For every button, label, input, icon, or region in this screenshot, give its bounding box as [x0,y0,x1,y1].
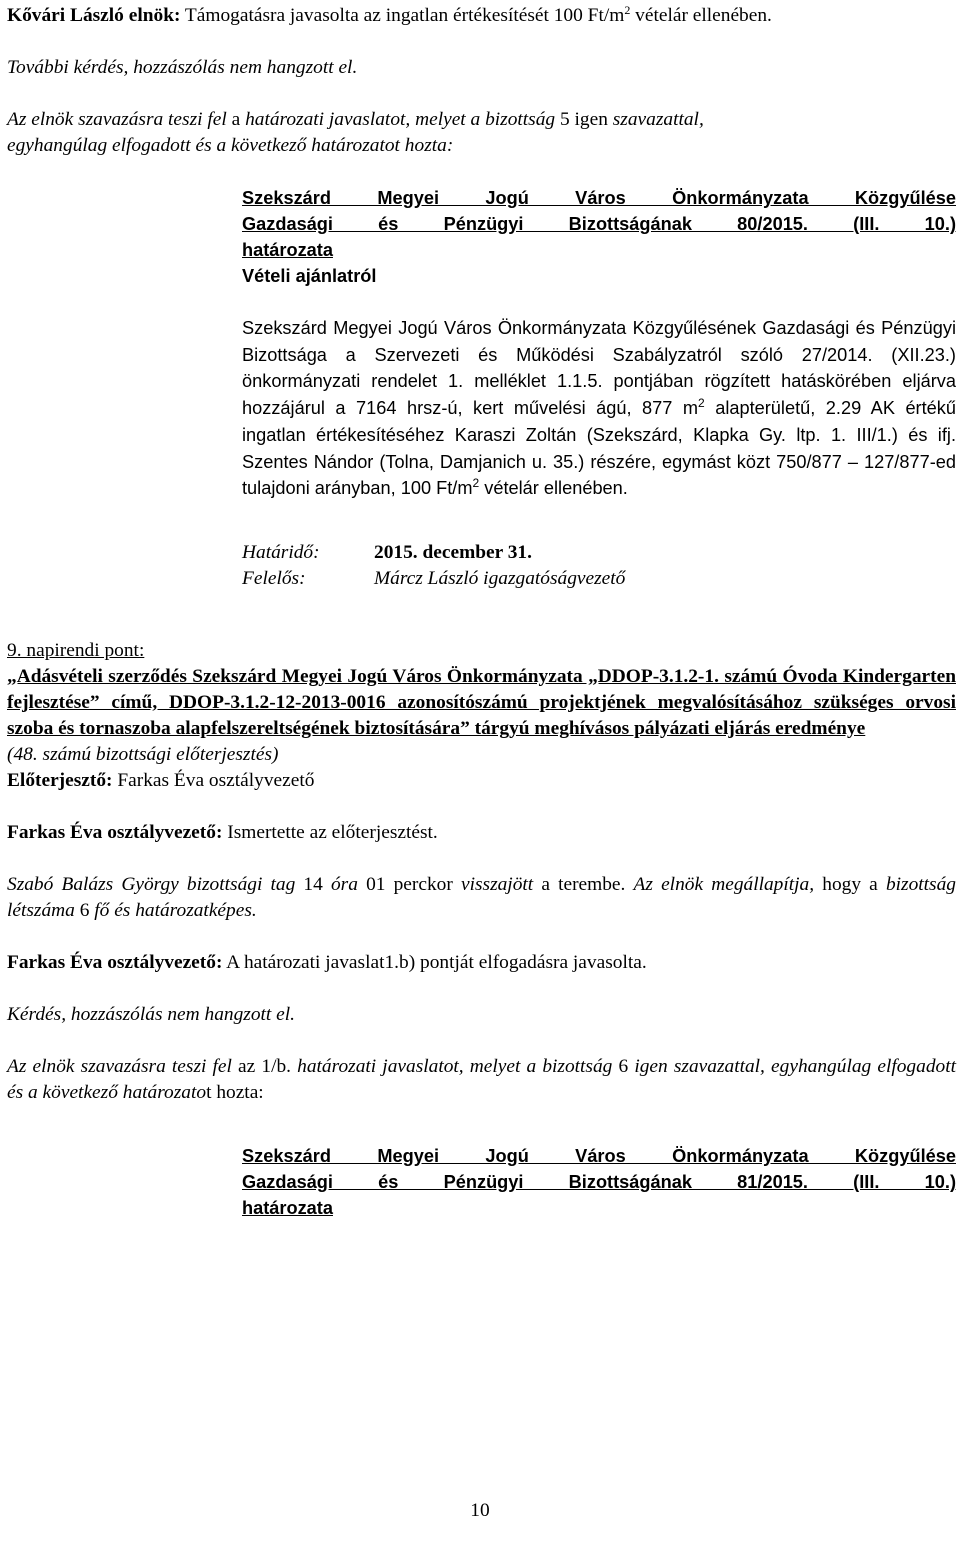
resolution-80-body [242,315,956,592]
resolution-80-header [242,185,956,289]
paragraph-no-questions-2: Kérdés, hozzászólás nem hangzott el. [7,1003,295,1025]
resolution-heading-line: Gazdasági és Pénzügyi Bizottságának 80/2015. (III. 10.) [242,214,956,234]
paragraph-vote-2: Az elnök szavazásra teszi fel az 1/b. határozati javaslatot, melyet a bizottság 6 igen szavazattal, egyhangúlag elfogadott és a következő határozatot hozta: [7,1055,956,1103]
responsible-label: Felelős: [242,567,306,589]
deadline-row [242,540,956,566]
agenda-heading: 9. napirendi pont: [7,639,145,661]
proposal-reference: (48. számú bizottsági előterjesztés) [7,743,279,765]
resolution-heading-line: határozata [242,240,333,260]
document-page [7,0,956,1221]
speaker-name: Farkas Éva osztályvezető: [7,951,223,973]
responsible-row [242,566,956,592]
resolution-81-header [242,1143,956,1221]
paragraph-member-returned: Szabó Balázs György bizottsági tag 14 óra 01 perckor visszajött a terembe. Az elnök megállapítja, hogy a bizottság létszáma 6 fő és határozatképes. [7,873,956,921]
presenter-label: Előterjesztő: [7,769,113,791]
paragraph-no-questions: További kérdés, hozzászólás nem hangzott el. [7,57,358,78]
presenter-line [7,768,956,794]
page-number: 10 [470,1500,490,1521]
resolution-heading-line: Szekszárd Megyei Jogú Város Önkormányzata Közgyűlése [242,188,956,208]
deadline-value: 2015. december 31. [374,541,532,563]
speaker-name: Kővári László elnök: [7,5,181,26]
agenda-title: „Adásvételi szerződés Szekszárd Megyei Jogú Város Önkormányzata „DDOP-3.1.2-1. számú Óvoda Kindergarten fejlesztése” című, DDOP-3.1.2-12-2013-0016 azonosítószámú projektjének megvalósításához szükséges orvosi szoba és tornaszoba alapfelszereltségének biztosítására” tárgyú meghívásos pályázati eljárás eredménye [7,665,956,739]
resolution-subject: Vételi ajánlatról [242,266,377,286]
paragraph-presentation: Farkas Éva osztályvezető: Ismertette az előterjesztést. [7,821,438,843]
paragraph-vote-1: Az elnök szavazásra teszi fel a határozati javaslatot, melyet a bizottság 5 igen szavazattal, egyhangúlag elfogadott és a következő határozatot hozta: [7,109,704,156]
resolution-text: Szekszárd Megyei Jogú Város Önkormányzata Közgyűlésének Gazdasági és Pénzügyi Bizottsága a Szervezeti és Működési Szabályzatról szóló 27/2014. (XII.23.) önkormányzati rendelet 1. melléklet 1.1.5. pontjában rögzített hatáskörében eljárva hozzájárul a 7164 hrsz-ú, kert művelési ágú, 877 $m^2$ alapterületű, 2.29 AK értékű ingatlan értékesítéséhez Karaszi Zoltán (Szekszárd, Klapka Gy. ltp. 1. III/1.) és ifj. Szentes Nándor (Tolna, Damjanich u. 35.) részére, egymást közt 750/877 – 127/877-ed tulajdoni arányban, 100 $Ft/m^2$ vételár ellenében. [242,318,956,499]
deadline-label: Határidő: [242,541,320,563]
responsible-value: Márcz László igazgatóságvezető [374,567,626,589]
resolution-heading-line: Gazdasági és Pénzügyi Bizottságának 81/2015. (III. 10.) [242,1171,956,1192]
paragraph-recommendation: Farkas Éva osztályvezető: A határozati javaslat1.b) pontját elfogadásra javasolta. [7,951,647,973]
paragraph-chair-opinion: Kővári László elnök: Támogatásra javasolta az ingatlan értékesítését 100 $Ft/m^2$ vételár ellenében. [7,3,772,26]
presenter-name: Farkas Éva osztályvezető [112,769,315,791]
resolution-heading-line: határozata [242,1197,333,1218]
resolution-heading-line: Szekszárd Megyei Jogú Város Önkormányzata Közgyűlése [242,1145,956,1166]
speaker-name: Farkas Éva osztályvezető: [7,821,223,843]
